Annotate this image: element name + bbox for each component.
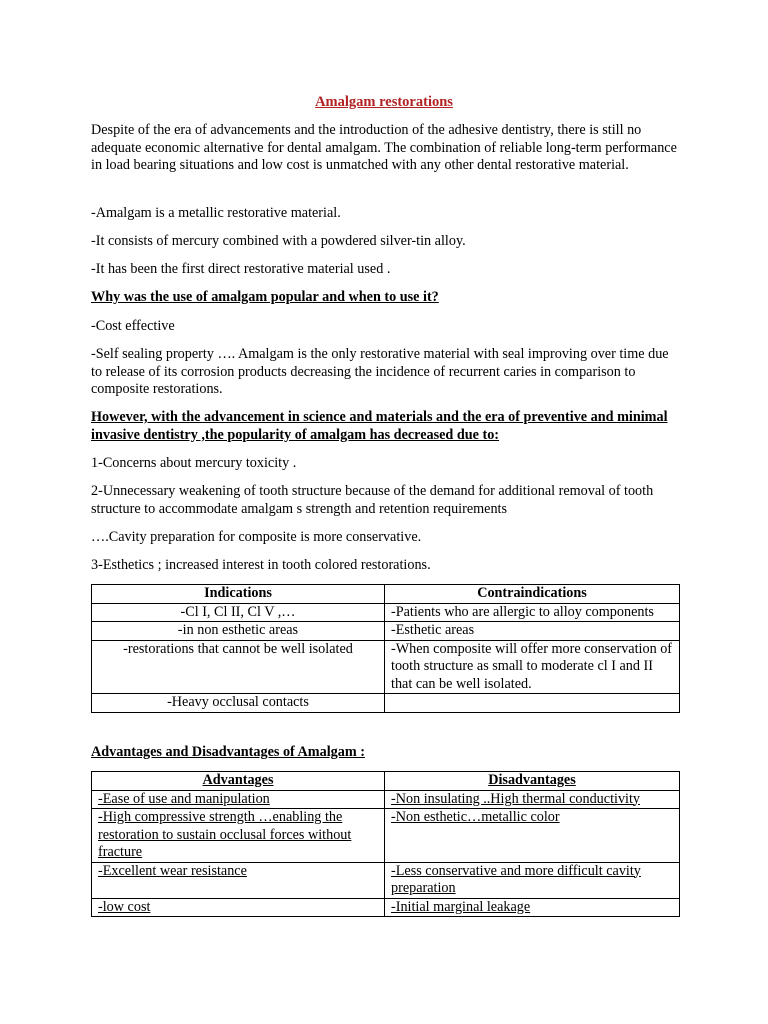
decline-point-4: 3-Esthetics ; increased interest in tooth colored restorations. — [91, 557, 431, 573]
contraindications-header: Contraindications — [385, 585, 680, 604]
indications-header: Indications — [92, 585, 385, 604]
advantage-cell: -Excellent wear resistance — [98, 862, 247, 879]
table-header-row — [92, 772, 680, 791]
decline-point-2: 2-Unnecessary weakening of tooth structure because of the demand for additional removal of tooth structure to accommodate amalgam s strength and retention requirements — [91, 483, 654, 517]
advantage-cell: -low cost — [98, 898, 151, 915]
fact-2: -It consists of mercury combined with a powdered silver-tin alloy. — [91, 233, 466, 249]
contraindication-cell: -Esthetic areas — [385, 622, 680, 641]
table-row — [92, 694, 680, 713]
disadvantage-cell: -Initial marginal leakage — [391, 898, 531, 915]
advantage-cell: -Ease of use and manipulation — [98, 790, 270, 807]
advantages-header: Advantages — [92, 772, 385, 791]
disadvantages-header: Disadvantages — [385, 772, 680, 791]
contraindication-cell — [385, 694, 680, 713]
table-header-row — [92, 585, 680, 604]
table-row — [92, 622, 680, 641]
advantages-table — [91, 771, 680, 917]
intro-paragraph: Despite of the era of advancements and the introduction of the adhesive dentistry, there is still no adequate economic alternative for dental amalgam. The combination of reliable long-term performance in load bearing situations and low cost is unmatched with any other dental restorative material. — [91, 122, 677, 173]
why-heading: Why was the use of amalgam popular and when to use it? — [91, 289, 439, 305]
decline-point-3: ….Cavity preparation for composite is more conservative. — [91, 529, 422, 545]
table-row — [92, 640, 680, 694]
disadvantage-cell: -Non esthetic…metallic color — [391, 809, 560, 825]
decline-heading: However, with the advancement in science and materials and the era of preventive and minimal invasive dentistry ,the popularity of amalgam has decreased due to: — [91, 409, 668, 443]
advantages-heading: Advantages and Disadvantages of Amalgam : — [91, 744, 365, 760]
indication-cell: -in non esthetic areas — [92, 622, 385, 641]
document-title: Amalgam restorations — [315, 94, 453, 110]
indications-table — [91, 584, 680, 713]
table-row — [92, 862, 680, 898]
table-row — [92, 790, 680, 809]
table-row — [92, 809, 680, 863]
contraindication-cell: -When composite will offer more conservation of tooth structure as small to moderate cl I and II that can be well isolated. — [385, 640, 680, 694]
disadvantage-cell: -Less conservative and more difficult cavity preparation — [391, 862, 641, 896]
disadvantage-cell: -Non insulating ..High thermal conductivity — [391, 790, 641, 807]
table-row — [92, 898, 680, 917]
contraindication-cell: -Patients who are allergic to alloy components — [385, 603, 680, 622]
decline-point-1: 1-Concerns about mercury toxicity . — [91, 455, 297, 471]
why-point-1: -Cost effective — [91, 318, 175, 334]
fact-1: -Amalgam is a metallic restorative material. — [91, 205, 341, 221]
table-row — [92, 603, 680, 622]
fact-3: -It has been the first direct restorative material used . — [91, 261, 391, 277]
why-point-2: -Self sealing property …. Amalgam is the only restorative material with seal improving over time due to release of its corrosion products decreasing the incidence of recurrent caries in comparison to composite restorations. — [91, 346, 669, 397]
indication-cell: -Heavy occlusal contacts — [92, 694, 385, 713]
indication-cell: -restorations that cannot be well isolated — [92, 640, 385, 694]
advantage-cell: -High compressive strength …enabling the restoration to sustain occlusal forces without fracture — [98, 809, 352, 860]
indication-cell: -Cl I, Cl II, Cl V ,… — [92, 603, 385, 622]
